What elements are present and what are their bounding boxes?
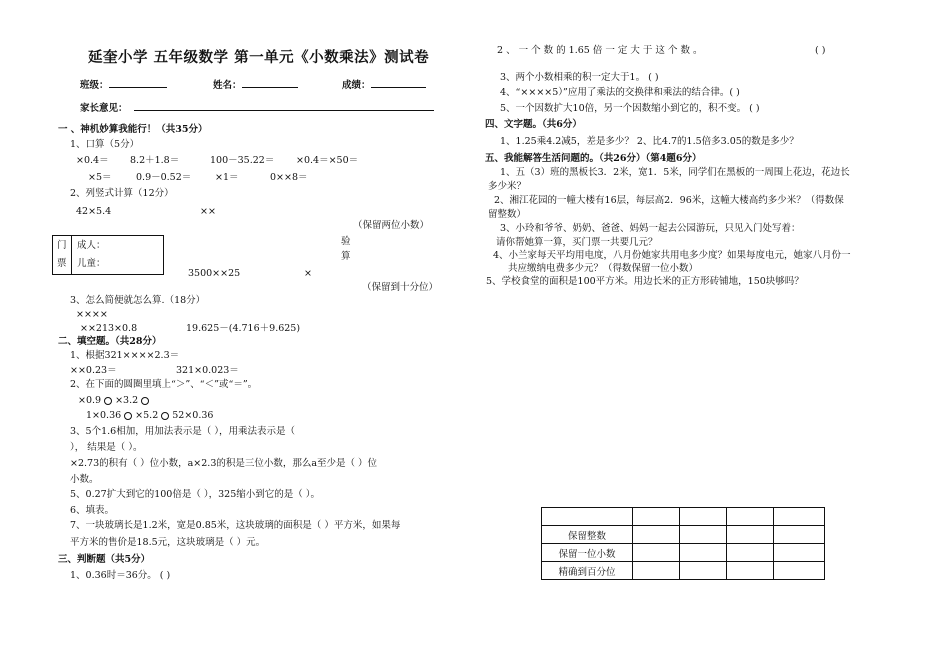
- section-3-title: 三、判断题（共5分）: [58, 554, 151, 565]
- compare-2-right: 52×0.36: [172, 410, 214, 421]
- name-label: 姓名：: [213, 80, 242, 91]
- s2-q6: 6、填表。: [70, 505, 115, 516]
- s5-q1-b: 多少米？: [488, 181, 527, 192]
- note-keep-two-decimals: （保留两位小数）: [353, 220, 430, 231]
- oral-3: 100－35.22＝: [210, 155, 275, 166]
- compare-2-mid: ×5.2: [135, 410, 159, 421]
- table-row: [542, 544, 825, 562]
- judge-3: 3、两个小数相乘的积一定大于1。 ( ): [500, 72, 659, 83]
- table-cell[interactable]: [727, 526, 774, 544]
- oral-5: ×5＝: [88, 172, 112, 183]
- s5-q2-b: 留整数）: [488, 209, 527, 220]
- note-check-2: 算: [341, 251, 351, 262]
- name-blank[interactable]: [242, 77, 298, 88]
- parent-field[interactable]: [80, 100, 434, 115]
- vertical-calc-4: ×: [304, 268, 312, 279]
- note-keep-tenth: （保留到十分位）: [362, 282, 439, 293]
- table-row-label: 精确到百分位: [542, 562, 633, 580]
- s2-q5: 5、0.27扩大到它的100倍是（ ），325缩小到它的是（ ）。: [70, 489, 321, 500]
- parent-label: 家长意见：: [80, 103, 128, 114]
- vertical-calc-2: ××: [200, 206, 216, 217]
- oral-2: 8.2＋1.8＝: [130, 155, 180, 166]
- table-cell[interactable]: [680, 526, 727, 544]
- rounding-table: [541, 507, 825, 580]
- table-row: [542, 562, 825, 580]
- s5-q3-b: 请你帮她算一算，买门票一共要几元？: [496, 237, 658, 248]
- judge-2-paren[interactable]: ( ): [815, 45, 826, 56]
- s3-q1: 1、0.36时＝36分。 ( ): [70, 570, 171, 581]
- s1-q3-a: ××××: [76, 309, 108, 320]
- oral-1: ×0.4＝: [76, 155, 109, 166]
- table-cell[interactable]: [680, 562, 727, 580]
- note-check-1: 验: [341, 236, 351, 247]
- table-cell[interactable]: [633, 544, 680, 562]
- oral-7: ×1＝: [215, 172, 239, 183]
- ticket-child: 儿童：: [77, 258, 106, 269]
- s2-q4-b: 小数。: [70, 474, 99, 485]
- compare-1-right: ×3.2: [115, 395, 139, 406]
- table-cell[interactable]: [680, 544, 727, 562]
- table-cell[interactable]: [774, 544, 825, 562]
- table-row-label: 保留整数: [542, 526, 633, 544]
- s1-q3-b: ××213×0.8: [80, 323, 138, 334]
- class-blank[interactable]: [109, 77, 167, 88]
- score-field[interactable]: [342, 77, 426, 92]
- section-5-title: 五、我能解答生活问题的。（共26分）（第4题6分）: [485, 153, 702, 164]
- class-label: 班级：: [80, 80, 109, 91]
- oral-4: ×0.4＝×50＝: [296, 155, 359, 166]
- compare-1-left: ×0.9: [78, 395, 102, 406]
- s1-q3: 3、怎么简便就怎么算.（18分）: [70, 295, 206, 306]
- s2-q1: 1、根据321××××2.3＝: [70, 350, 180, 361]
- ticket-adult: 成人：: [77, 240, 106, 251]
- page-title: 延奎小学 五年级数学 第一单元《小数乘法》测试卷: [88, 49, 430, 66]
- ticket-col-2: 票: [57, 258, 67, 269]
- table-cell[interactable]: [774, 562, 825, 580]
- table-cell[interactable]: [727, 544, 774, 562]
- section-1-title: 一 、神机妙算我能行！（共35分）: [58, 124, 208, 135]
- section-2-title: 二、填空题。（共28分）: [58, 336, 162, 347]
- s5-q3-a: 3、小玲和爷爷、奶奶、爸爸、妈妈一起去公园游玩，只见入门处写着：: [500, 223, 801, 234]
- compare-circle-3[interactable]: [124, 412, 132, 420]
- section-4-title: 四、文字题。（共6分）: [485, 119, 582, 130]
- table-cell[interactable]: [774, 508, 825, 526]
- s2-q4-a: ×2.73的积有（ ）位小数，a×2.3的积是三位小数，那么a至少是（ ）位: [70, 458, 378, 469]
- s2-q3-a: 3、5个1.6相加，用加法表示是（ ），用乘法表示是（: [70, 426, 295, 437]
- table-corner: [542, 508, 633, 526]
- table-cell[interactable]: [633, 526, 680, 544]
- judge-4: 4、“××××5）”应用了乘法的交换律和乘法的结合律。( ): [500, 87, 740, 98]
- compare-circle-1[interactable]: [104, 397, 112, 405]
- s5-q2-a: 2、湘江花园的一幢大楼有16层，每层高2．96米，这幢大楼高约多少米？（得数保: [494, 195, 844, 206]
- s2-q7-a: 7、一块玻璃长是1.2米，宽是0.85米，这块玻璃的面积是（ ）平方米，如果每: [70, 520, 401, 531]
- s5-q4-b: 共应缴纳电费多少元？（得数保留一位小数）: [508, 263, 699, 274]
- judge-2: 2 、 一 个 数 的 1.65 倍 一 定 大 于 这 个 数 。: [497, 45, 703, 56]
- table-cell[interactable]: [727, 508, 774, 526]
- compare-row-1: [78, 395, 152, 407]
- table-cell[interactable]: [774, 526, 825, 544]
- vertical-calc-1: 42×5.4: [76, 206, 112, 217]
- s2-q1-b: ××0.23＝: [70, 365, 117, 376]
- score-blank[interactable]: [371, 77, 426, 88]
- table-cell[interactable]: [680, 508, 727, 526]
- table-row-label: 保留一位小数: [542, 544, 633, 562]
- s2-q2: 2、在下面的圆圈里填上“＞”、“＜”或“＝”。: [70, 379, 258, 390]
- judge-5: 5、一个因数扩大10倍，另一个因数缩小到它的，积不变。 ( ): [500, 103, 760, 114]
- s4-q: 1、1.25乘4.2减5，差是多少？ 2、比4.7的1.5倍多3.05的数是多少？: [500, 136, 799, 147]
- s1-q3-c: 19.625－(4.716＋9.625): [186, 323, 301, 334]
- table-row: [542, 526, 825, 544]
- compare-circle-4[interactable]: [161, 412, 169, 420]
- compare-circle-2[interactable]: [141, 397, 149, 405]
- table-row: [542, 508, 825, 526]
- table-cell[interactable]: [633, 562, 680, 580]
- table-cell[interactable]: [633, 508, 680, 526]
- s2-q1-c: 321×0.023＝: [176, 365, 239, 376]
- ticket-col-1: 门: [57, 240, 67, 251]
- s1-q2: 2、列竖式计算（12分）: [70, 188, 174, 199]
- score-label: 成绩：: [342, 80, 371, 91]
- parent-blank[interactable]: [134, 100, 434, 111]
- class-field[interactable]: [80, 77, 167, 92]
- s2-q7-b: 平方米的售价是18.5元，这块玻璃是（ ）元。: [70, 537, 266, 548]
- s5-q1-a: 1、五（3）班的黑板长3．2米，宽1．5米，同学们在黑板的一周围上花边，花边长: [500, 167, 850, 178]
- s5-q5: 5、学校食堂的面积是100平方米。用边长米的正方形砖铺地，150块够吗？: [486, 276, 804, 287]
- vertical-calc-3: 3500××25: [188, 268, 241, 279]
- s2-q3-b: ）， 结果是（ ）。: [70, 442, 143, 453]
- s1-q1: 1、口算（5分）: [70, 139, 140, 150]
- name-field[interactable]: [213, 77, 298, 92]
- compare-row-2: [86, 410, 213, 422]
- ticket-price-box: [52, 235, 164, 275]
- oral-6: 0.9－0.52＝: [136, 172, 192, 183]
- ticket-divider: [71, 236, 72, 274]
- compare-2-left: 1×0.36: [86, 410, 122, 421]
- s5-q4-a: 4、小兰家每天平均用电度，八月份她家共用电多少度？如果每度电元，她家八月份一: [493, 250, 851, 261]
- table-cell[interactable]: [727, 562, 774, 580]
- oral-8: 0××8＝: [270, 172, 308, 183]
